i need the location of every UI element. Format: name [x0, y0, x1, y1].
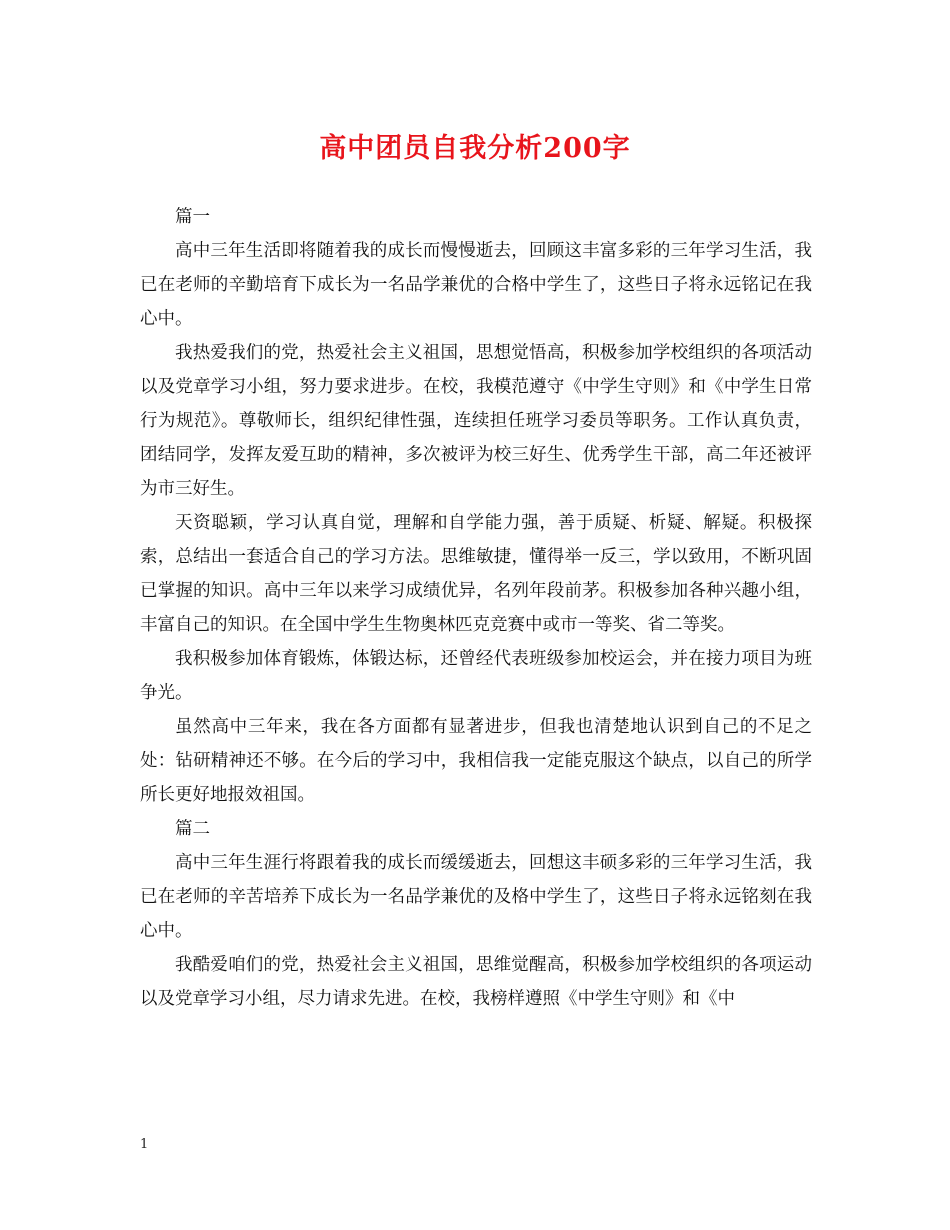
document-body — [140, 200, 812, 1016]
body-paragraph: 虽然高中三年来，我在各方面都有显著进步，但我也清楚地认识到自己的不足之处：钻研精神还不够。在今后的学习中，我相信我一定能克服这个缺点，以自己的所学所长更好地报效祖国。 — [140, 717, 812, 805]
body-paragraph: 天资聪颖，学习认真自觉，理解和自学能力强，善于质疑、析疑、解疑。积极探索，总结出一套适合自己的学习方法。思维敏捷，懂得举一反三，学以致用，不断巩固已掌握的知识。高中三年以来学习成绩优异，名列年段前茅。积极参加各种兴趣小组，丰富自己的知识。在全国中学生生物奥林匹克竞赛中或市一等奖、省二等奖。 — [140, 513, 812, 635]
section-heading: 篇二 — [175, 819, 210, 839]
section-heading: 篇一 — [175, 207, 210, 227]
body-paragraph: 高中三年生涯行将跟着我的成长而缓缓逝去，回想这丰硕多彩的三年学习生活，我已在老师的辛苦培养下成长为一名品学兼优的及格中学生了，这些日子将永远铭刻在我心中。 — [140, 853, 812, 941]
page-title: 高中团员自我分析200字 — [319, 133, 631, 164]
body-paragraph: 高中三年生活即将随着我的成长而慢慢逝去，回顾这丰富多彩的三年学习生活，我已在老师的辛勤培育下成长为一名品学兼优的合格中学生了，这些日子将永远铭记在我心中。 — [140, 241, 812, 329]
body-paragraph: 我酷爱咱们的党，热爱社会主义祖国，思维觉醒高，积极参加学校组织的各项运动以及党章学习小组，尽力请求先进。在校，我榜样遵照《中学生守则》和《中 — [140, 955, 812, 1009]
body-paragraph: 我积极参加体育锻炼，体锻达标，还曾经代表班级参加校运会，并在接力项目为班争光。 — [140, 649, 812, 703]
page-number: 1 — [140, 1137, 149, 1152]
body-paragraph: 我热爱我们的党，热爱社会主义祖国，思想觉悟高，积极参加学校组织的各项活动以及党章学习小组，努力要求进步。在校，我模范遵守《中学生守则》和《中学生日常行为规范》。尊敬师长，组织纪律性强，连续担任班学习委员等职务。工作认真负责，团结同学，发挥友爱互助的精神，多次被评为校三好生、优秀学生干部，高二年还被评为市三好生。 — [140, 343, 812, 499]
